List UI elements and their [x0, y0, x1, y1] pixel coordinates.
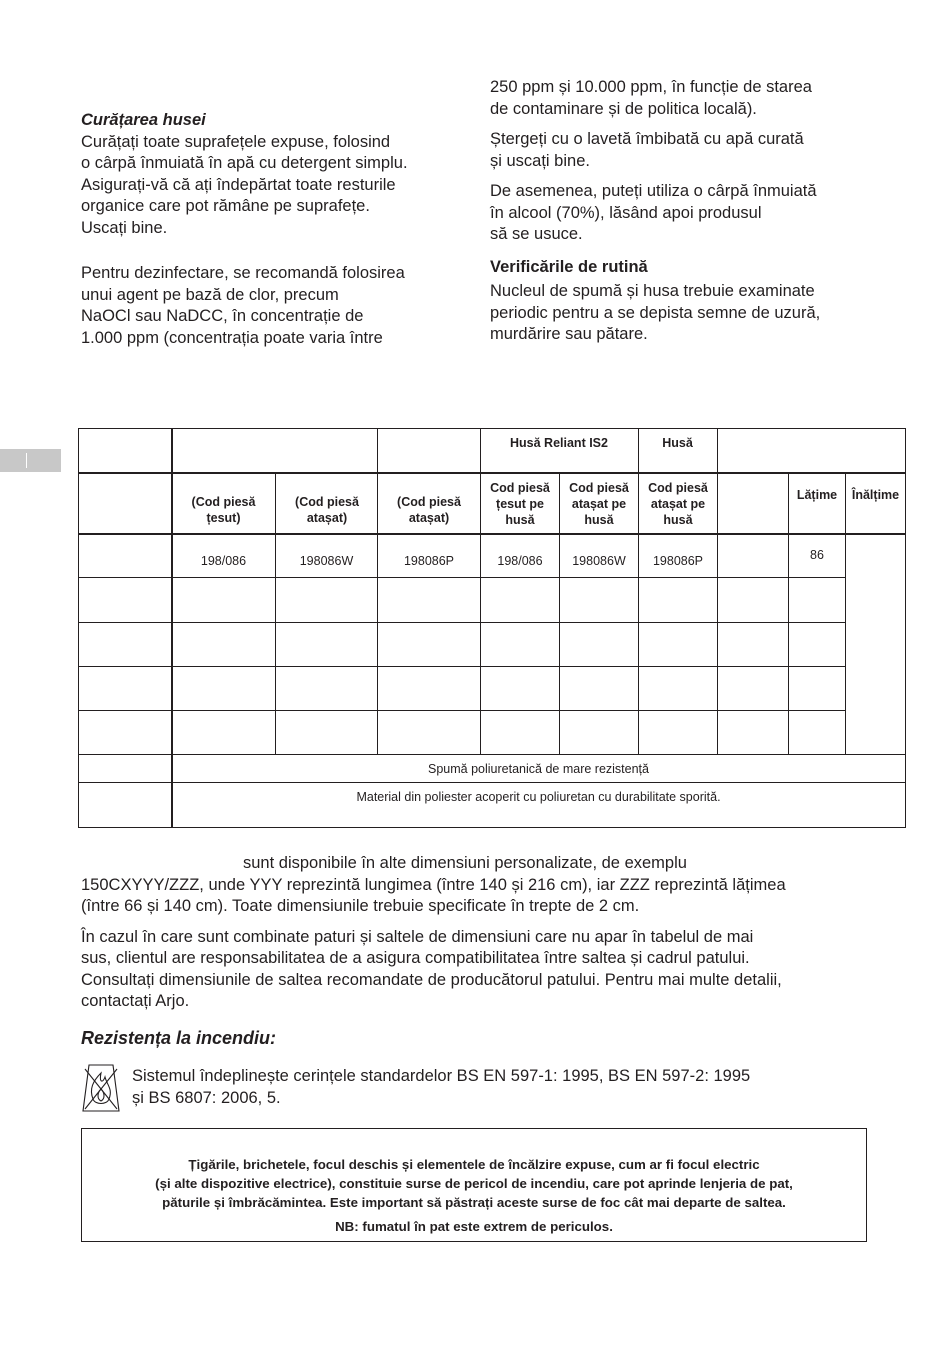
- text-line: Asigurați-vă că ați îndepărtat toate resturile: [81, 175, 396, 194]
- col-header-width: Lățime: [796, 488, 838, 502]
- col-header-height: Înălțime: [851, 488, 900, 502]
- group-header-reliant: Husă Reliant IS2: [510, 436, 608, 450]
- col-header-attached-on-cover: Cod piesă atașat pe husă: [648, 481, 708, 527]
- text-line: Curățați toate suprafețele expuse, folosind: [81, 132, 391, 151]
- text-line: 1.000 ppm (concentrația poate varia între: [81, 328, 383, 347]
- text-line: NaOCl sau NaDCC, în concentrație de: [81, 307, 364, 325]
- text-line: În cazul în care sunt combinate paturi și saltele de dimensiuni care nu apar în tabelul de mai: [81, 927, 754, 946]
- table-cell: 198086W: [299, 554, 354, 568]
- text-line: De asemenea, puteți utiliza o cârpă înmuiată: [490, 182, 817, 200]
- text-line: 150CXYYY/ZZZ, unde YYY reprezintă lungimea (între 140 și 216 cm), iar ZZZ reprezintă lățimea: [81, 875, 786, 894]
- text-line: Sistemul îndeplinește cerințele standardelor BS EN 597-1: 1995, BS EN 597-2: 1995: [132, 1067, 751, 1085]
- fire-warning-box: [81, 1128, 867, 1242]
- material-description: Material din poliester acoperit cu poliuretan cu durabilitate sporită.: [356, 790, 721, 804]
- left-column: [81, 110, 461, 349]
- warning-line: (și alte dispozitive electrice), constituie surse de pericol de incendiu, care pot aprinde lenjeria de pat,: [155, 1176, 793, 1191]
- cleaning-paragraph: [81, 132, 461, 240]
- warning-line: păturile și îmbrăcămintea. Este important să păstrați aceste surse de foc cât mai departe de saltea.: [162, 1195, 786, 1210]
- warning-line: Țigările, brichetele, focul deschis și elementele de încălzire expuse, cum ar fi focul electric: [188, 1157, 760, 1172]
- text-line: contactați Arjo.: [81, 992, 190, 1010]
- col-header-attached-code: (Cod piesă atașat): [295, 495, 359, 525]
- col-header-attached-on-cover: Cod piesă atașat pe husă: [569, 481, 629, 527]
- text-line: Nucleul de spumă și husa trebuie examinate: [490, 282, 815, 300]
- text-line: periodic pentru a se depista semne de uzură,: [490, 303, 821, 322]
- text-line: Consultați dimensiunile de saltea recomandate de producătorul patului. Pentru mai multe detalii,: [81, 970, 782, 989]
- text-line: 250 ppm și 10.000 ppm, în funcție de starea: [490, 78, 812, 96]
- product-table: [78, 428, 906, 828]
- group-header-cover: Husă: [662, 436, 693, 450]
- right-column: [490, 77, 890, 346]
- text-line: de contaminare și de politica locală).: [490, 99, 757, 118]
- wipe-paragraph: [490, 129, 890, 172]
- side-tab-marker: [0, 449, 61, 472]
- table-cell: 198086P: [652, 554, 704, 568]
- table-cell-width: 86: [810, 548, 824, 562]
- heading-cleaning-cover: Curățarea husei: [81, 111, 206, 129]
- table-cell: 198/086: [200, 554, 247, 568]
- warning-nb: NB: fumatul în pat este extrem de periculos.: [335, 1219, 613, 1234]
- text-line: o cârpă înmuiată în apă cu detergent simplu.: [81, 154, 408, 172]
- heading-fire-resistance: Rezistența la incendiu:: [81, 1028, 277, 1048]
- text-line: în alcool (70%), lăsând apoi produsul: [490, 203, 762, 222]
- text-line: și BS 6807: 2006, 5.: [132, 1088, 281, 1107]
- no-fire-icon: [81, 1063, 121, 1113]
- text-line: unui agent pe bază de clor, precum: [81, 285, 339, 304]
- custom-sizes-section: [81, 853, 871, 1013]
- foam-description: Spumă poliuretanică de mare rezistență: [428, 762, 649, 776]
- text-line: Uscați bine.: [81, 218, 168, 237]
- disinfection-paragraph: [81, 263, 461, 349]
- routine-paragraph: [490, 281, 890, 346]
- table-cell: 198086P: [403, 554, 455, 568]
- alcohol-paragraph: [490, 181, 890, 246]
- text-line: și uscați bine.: [490, 151, 590, 170]
- col-header-attached-code: (Cod piesă atașat): [397, 495, 461, 525]
- text-line: sunt disponibile în alte dimensiuni personalizate, de exemplu: [243, 854, 687, 872]
- compatibility-paragraph: [81, 927, 871, 1013]
- col-header-woven-on-cover: Cod piesă țesut pe husă: [490, 481, 550, 527]
- concentration-paragraph: [490, 77, 890, 120]
- text-line: (între 66 și 140 cm). Toate dimensiunile trebuie specificate în trepte de 2 cm.: [81, 897, 640, 915]
- text-line: să se usuce.: [490, 225, 583, 243]
- heading-routine-checks: Verificările de rutină: [490, 257, 648, 276]
- text-line: organice care pot rămâne pe suprafețe.: [81, 197, 370, 215]
- text-line: murdărire sau pătare.: [490, 325, 648, 343]
- table-cell: 198/086: [497, 554, 543, 568]
- table-cell: 198086W: [572, 554, 626, 568]
- fire-standards-text: [132, 1066, 862, 1109]
- text-line: Pentru dezinfectare, se recomandă folosirea: [81, 264, 405, 282]
- text-line: sus, clientul are responsabilitatea de a asigura compatibilitatea între saltea și cadrul patului.: [81, 949, 750, 967]
- text-line: Ștergeți cu o lavetă îmbibată cu apă curată: [490, 130, 804, 148]
- col-header-woven-code: (Cod piesă țesut): [191, 495, 256, 525]
